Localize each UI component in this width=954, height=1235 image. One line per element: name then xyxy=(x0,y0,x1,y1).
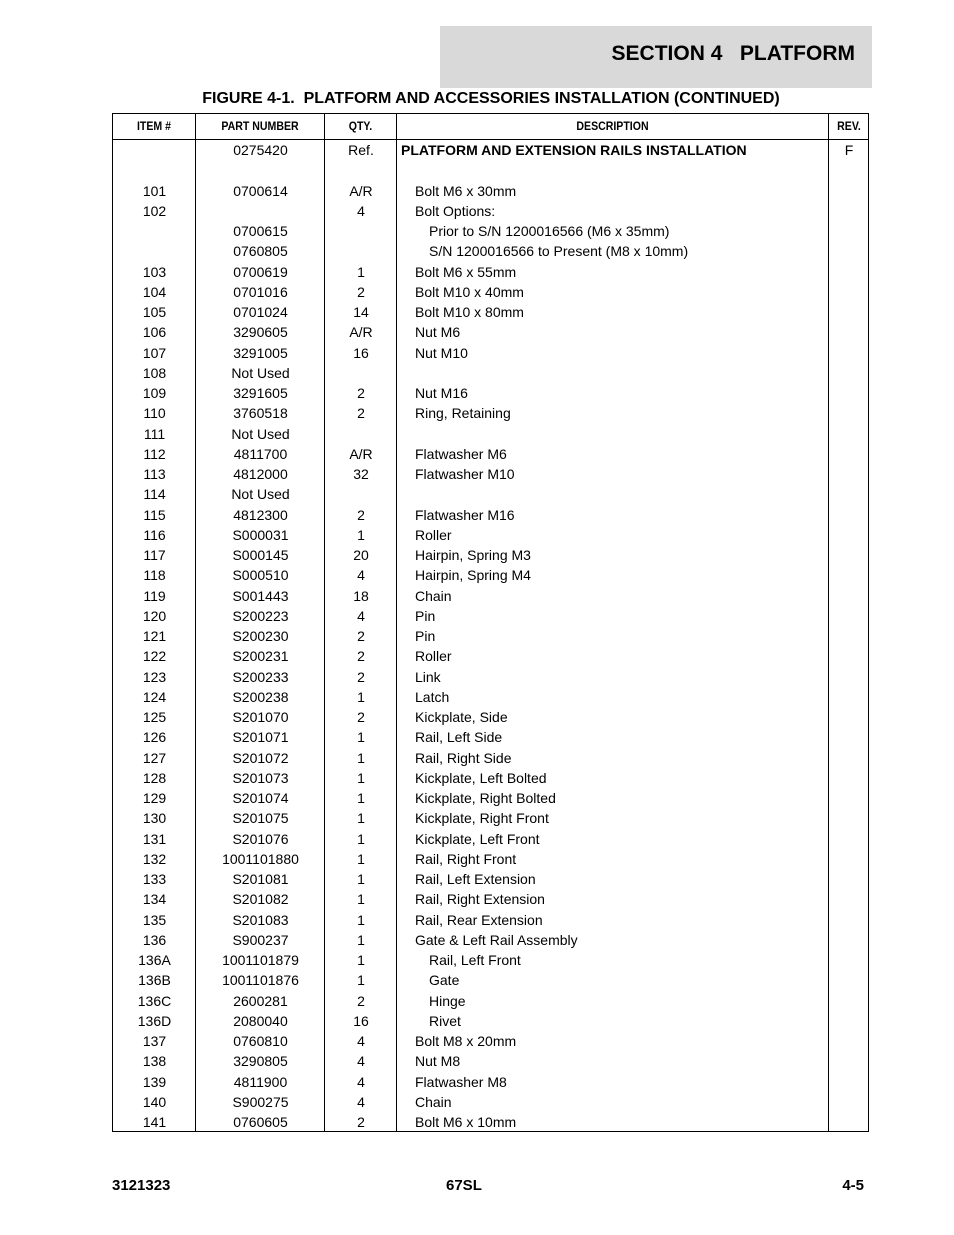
cell-part-number: 4812300 xyxy=(233,506,288,523)
cell-part-number: 3291005 xyxy=(233,344,288,361)
table-row xyxy=(113,464,868,484)
cell-item-number: 102 xyxy=(142,202,167,219)
cell-part-number: 0700614 xyxy=(233,182,288,199)
cell-qty: 4 xyxy=(357,1073,365,1090)
table-row xyxy=(113,849,868,869)
cell-item-number: 109 xyxy=(142,385,167,401)
cell-item-number: 139 xyxy=(142,1073,167,1090)
cell-description: Latch xyxy=(415,688,450,705)
cell-qty: 4 xyxy=(357,1093,365,1110)
cell-qty: 2 xyxy=(357,506,365,523)
table-row xyxy=(113,282,868,302)
cell-part-number: Not Used xyxy=(231,486,290,503)
cell-description: PLATFORM AND EXTENSION RAILS INSTALLATION xyxy=(401,142,747,158)
cell-qty: 1 xyxy=(357,526,365,543)
cell-description: Nut M10 xyxy=(415,344,468,361)
cell-description: Ring, Retaining xyxy=(415,405,511,422)
cell-item-number: 135 xyxy=(142,911,167,928)
cell-part-number: S201081 xyxy=(232,871,289,887)
cell-part-number: S900275 xyxy=(232,1093,289,1110)
cell-item-number: 115 xyxy=(143,506,166,523)
cell-item-number: 128 xyxy=(142,769,167,786)
table-row xyxy=(113,586,868,606)
cell-qty: 1 xyxy=(357,850,365,867)
cell-item-number: 108 xyxy=(142,364,167,381)
cell-item-number: 121 xyxy=(142,628,167,644)
cell-qty: 4 xyxy=(357,607,365,624)
cell-qty: 2 xyxy=(357,709,365,725)
section-header-box xyxy=(440,26,872,88)
cell-part-number: S200223 xyxy=(232,607,289,624)
cell-description: Rivet xyxy=(429,1012,461,1029)
cell-part-number: 4811900 xyxy=(233,1073,288,1090)
cell-part-number: 0760605 xyxy=(233,1114,288,1130)
table-row xyxy=(113,707,868,727)
cell-part-number: 0701016 xyxy=(233,283,288,300)
cell-qty: 2 xyxy=(357,628,365,644)
footer-page-number: 4-5 xyxy=(842,1177,864,1194)
cell-item-number: 125 xyxy=(142,709,167,725)
cell-description: Kickplate, Left Bolted xyxy=(415,769,547,786)
cell-description: Roller xyxy=(415,526,452,543)
table-row xyxy=(113,181,868,201)
cell-description: Hairpin, Spring M3 xyxy=(415,547,531,563)
col-header-part-number: PART NUMBER xyxy=(221,119,299,133)
cell-item-number: 141 xyxy=(142,1114,167,1130)
cell-part-number: S201083 xyxy=(232,911,289,928)
cell-description: Bolt M6 x 30mm xyxy=(415,182,517,199)
table-row xyxy=(113,950,868,970)
table-row xyxy=(113,565,868,585)
table-row xyxy=(113,262,868,282)
table-row xyxy=(113,626,868,646)
cell-qty: 1 xyxy=(357,931,365,948)
table-row xyxy=(113,991,868,1011)
cell-part-number: S000031 xyxy=(232,526,289,543)
cell-qty: 16 xyxy=(353,344,369,361)
cell-qty: 1 xyxy=(357,729,365,746)
cell-qty: A/R xyxy=(349,445,373,462)
cell-part-number: Not Used xyxy=(231,364,290,381)
cell-item-number: 120 xyxy=(142,607,167,624)
table-row xyxy=(113,930,868,950)
table-row xyxy=(113,727,868,747)
cell-description: Flatwasher M6 xyxy=(415,445,507,462)
cell-qty: 2 xyxy=(357,405,365,422)
cell-description: Kickplate, Right Bolted xyxy=(415,790,556,806)
table-row xyxy=(113,403,868,423)
table-row xyxy=(113,1092,868,1112)
cell-description: Flatwasher M8 xyxy=(415,1073,507,1090)
cell-part-number: 1001101880 xyxy=(222,850,299,867)
cell-description: Hairpin, Spring M4 xyxy=(415,567,531,584)
cell-description: Bolt M10 x 80mm xyxy=(415,304,524,320)
cell-item-number: 118 xyxy=(143,567,166,584)
cell-item-number: 110 xyxy=(143,405,166,422)
cell-item-number: 105 xyxy=(142,304,167,320)
table-row xyxy=(113,1011,868,1031)
cell-part-number: 0700615 xyxy=(233,223,288,239)
cell-qty: 1 xyxy=(357,972,365,989)
cell-qty: 4 xyxy=(357,1033,365,1049)
cell-description: Bolt M8 x 20mm xyxy=(415,1033,517,1049)
cell-description: Bolt M6 x 10mm xyxy=(415,1114,517,1130)
cell-item-number: 133 xyxy=(142,871,167,887)
cell-qty: 2 xyxy=(357,1114,365,1130)
cell-item-number: 106 xyxy=(142,324,167,341)
cell-part-number: 0701024 xyxy=(233,304,288,320)
cell-qty: 1 xyxy=(357,790,365,806)
cell-description: Gate & Left Rail Assembly xyxy=(415,931,578,948)
cell-qty: 4 xyxy=(357,1053,365,1070)
cell-qty: 16 xyxy=(353,1012,369,1029)
table-row xyxy=(113,1112,868,1132)
cell-qty: 20 xyxy=(353,547,369,563)
cell-description: Rail, Right Side xyxy=(415,749,512,766)
cell-part-number: 0275420 xyxy=(233,142,288,158)
cell-part-number: S200238 xyxy=(232,688,289,705)
cell-qty: 2 xyxy=(357,992,365,1009)
table-row xyxy=(113,1051,868,1071)
table-row xyxy=(113,444,868,464)
cell-qty: 2 xyxy=(357,385,365,401)
cell-description: Chain xyxy=(415,1093,452,1110)
table-row xyxy=(113,140,868,160)
parts-table xyxy=(112,113,869,1132)
table-row xyxy=(113,808,868,828)
table-row xyxy=(113,970,868,990)
figure-title: FIGURE 4-1. PLATFORM AND ACCESSORIES INSTALLATION (CONTINUED) xyxy=(202,90,780,107)
cell-item-number: 124 xyxy=(142,688,167,705)
cell-item-number: 136 xyxy=(142,931,167,948)
cell-item-number: 114 xyxy=(143,486,166,503)
table-row xyxy=(113,343,868,363)
footer-model: 67SL xyxy=(446,1177,482,1194)
cell-part-number: 2600281 xyxy=(233,992,288,1009)
cell-description: Rail, Right Front xyxy=(415,850,517,867)
cell-description: Nut M6 xyxy=(415,324,461,341)
cell-item-number: 111 xyxy=(143,425,166,442)
table-row xyxy=(113,363,868,383)
cell-description: Rail, Right Extension xyxy=(415,891,545,908)
cell-part-number: S000510 xyxy=(232,567,289,584)
table-row xyxy=(113,383,868,403)
cell-item-number: 127 xyxy=(142,749,167,766)
cell-item-number: 107 xyxy=(142,344,167,361)
cell-description: S/N 1200016566 to Present (M8 x 10mm) xyxy=(429,243,689,260)
table-row xyxy=(113,667,868,687)
cell-description: Pin xyxy=(415,628,436,644)
cell-item-number: 119 xyxy=(143,587,166,604)
cell-description: Bolt M10 x 40mm xyxy=(415,283,524,300)
cell-part-number: S201082 xyxy=(232,891,289,908)
cell-part-number: Not Used xyxy=(231,425,290,442)
table-row xyxy=(113,869,868,889)
cell-item-number: 103 xyxy=(142,263,167,280)
table-row xyxy=(113,302,868,322)
table-row xyxy=(113,768,868,788)
cell-qty: 1 xyxy=(357,688,365,705)
cell-item-number: 104 xyxy=(142,283,167,300)
table-row xyxy=(113,910,868,930)
table-row xyxy=(113,221,868,241)
cell-qty: 1 xyxy=(357,263,365,280)
table-row xyxy=(113,889,868,909)
cell-part-number: S200230 xyxy=(232,628,289,644)
cell-qty: 14 xyxy=(353,304,369,320)
table-row xyxy=(113,484,868,504)
table-row xyxy=(113,545,868,565)
cell-part-number: S201075 xyxy=(232,810,289,827)
cell-qty: 2 xyxy=(357,648,365,665)
cell-item-number: 130 xyxy=(142,810,167,827)
cell-item-number: 138 xyxy=(142,1053,167,1070)
cell-description: Pin xyxy=(415,607,436,624)
cell-qty: A/R xyxy=(349,182,373,199)
cell-description: Nut M8 xyxy=(415,1053,461,1070)
cell-qty: 1 xyxy=(357,891,365,908)
cell-qty: Ref. xyxy=(348,142,374,158)
cell-qty: 1 xyxy=(357,952,365,968)
cell-qty: 1 xyxy=(357,871,365,887)
cell-item-number: 101 xyxy=(142,182,167,199)
table-row xyxy=(113,525,868,545)
cell-description: Chain xyxy=(415,587,452,604)
cell-item-number: 122 xyxy=(142,648,167,665)
cell-part-number: 0700619 xyxy=(233,263,288,280)
cell-part-number: S201070 xyxy=(232,709,289,725)
cell-item-number: 140 xyxy=(142,1093,167,1110)
cell-description: Rail, Left Extension xyxy=(415,871,536,887)
cell-part-number: 1001101879 xyxy=(222,952,299,968)
cell-part-number: S200231 xyxy=(232,648,289,665)
table-row xyxy=(113,1031,868,1051)
cell-qty: 4 xyxy=(357,202,365,219)
cell-item-number: 132 xyxy=(142,850,167,867)
cell-item-number: 134 xyxy=(142,891,167,908)
cell-part-number: S201073 xyxy=(232,769,289,786)
cell-part-number: S201072 xyxy=(232,749,289,766)
table-row xyxy=(113,788,868,808)
cell-part-number: 0760810 xyxy=(233,1033,288,1049)
cell-description: Hinge xyxy=(429,992,466,1009)
cell-qty: 1 xyxy=(357,830,365,847)
cell-part-number: S201074 xyxy=(232,790,289,806)
cell-qty: 2 xyxy=(357,668,365,685)
cell-item-number: 136A xyxy=(138,952,171,968)
table-row xyxy=(113,687,868,707)
section-title: SECTION 4 PLATFORM xyxy=(611,42,855,65)
cell-item-number: 136B xyxy=(138,972,171,989)
cell-description: Rail, Rear Extension xyxy=(415,911,543,928)
table-row xyxy=(113,505,868,525)
cell-part-number: S000145 xyxy=(232,547,289,563)
cell-part-number: S201076 xyxy=(232,830,289,847)
col-header-item: ITEM # xyxy=(136,119,172,133)
cell-item-number: 112 xyxy=(143,445,166,462)
cell-description: Gate xyxy=(429,972,460,989)
cell-part-number: 4812000 xyxy=(233,466,288,482)
table-row xyxy=(113,646,868,666)
cell-qty: A/R xyxy=(349,324,373,341)
cell-description: Rail, Left Front xyxy=(429,952,521,968)
cell-qty: 18 xyxy=(353,587,369,604)
cell-item-number: 129 xyxy=(142,790,167,806)
cell-part-number: S001443 xyxy=(232,587,289,604)
cell-part-number: S900237 xyxy=(232,931,289,948)
cell-description: Flatwasher M10 xyxy=(415,466,515,482)
cell-part-number: 0760805 xyxy=(233,243,288,260)
cell-part-number: 4811700 xyxy=(233,445,288,462)
cell-part-number: 1001101876 xyxy=(222,972,299,989)
cell-description: Flatwasher M16 xyxy=(415,506,515,523)
cell-qty: 1 xyxy=(357,769,365,786)
cell-item-number: 131 xyxy=(142,830,167,847)
cell-item-number: 123 xyxy=(142,668,167,685)
table-row xyxy=(113,1072,868,1092)
cell-item-number: 136D xyxy=(137,1012,172,1029)
col-header-description: DESCRIPTION xyxy=(576,119,649,133)
cell-description: Nut M16 xyxy=(415,385,468,401)
footer-doc-number: 3121323 xyxy=(112,1177,171,1194)
cell-item-number: 137 xyxy=(142,1033,167,1049)
cell-item-number: 116 xyxy=(143,526,166,543)
cell-description: Kickplate, Right Front xyxy=(415,810,549,827)
cell-description: Rail, Left Side xyxy=(415,729,503,746)
cell-qty: 1 xyxy=(357,749,365,766)
cell-part-number: 3291605 xyxy=(233,385,288,401)
cell-part-number: S201071 xyxy=(232,729,289,746)
col-header-rev: REV. xyxy=(837,119,861,133)
cell-description: Bolt Options: xyxy=(415,202,496,219)
cell-qty: 4 xyxy=(357,567,365,584)
cell-description: Prior to S/N 1200016566 (M6 x 35mm) xyxy=(429,223,670,239)
cell-item-number: 113 xyxy=(143,466,166,482)
cell-part-number: 3290805 xyxy=(233,1053,288,1070)
table-row xyxy=(113,748,868,768)
cell-qty: 1 xyxy=(357,911,365,928)
cell-qty: 32 xyxy=(353,466,369,482)
cell-description: Kickplate, Left Front xyxy=(415,830,540,847)
cell-rev: F xyxy=(844,142,854,158)
cell-part-number: 2080040 xyxy=(233,1012,288,1029)
table-row xyxy=(113,829,868,849)
cell-description: Bolt M6 x 55mm xyxy=(415,263,517,280)
cell-description: Kickplate, Side xyxy=(415,709,508,725)
cell-item-number: 126 xyxy=(142,729,167,746)
cell-qty: 1 xyxy=(357,810,365,827)
table-row xyxy=(113,606,868,626)
table-row xyxy=(113,201,868,221)
cell-description: Roller xyxy=(415,648,452,665)
cell-item-number: 136C xyxy=(137,992,172,1009)
cell-qty: 2 xyxy=(357,283,365,300)
cell-item-number: 117 xyxy=(143,547,166,563)
col-header-qty: QTY. xyxy=(348,119,373,133)
cell-part-number: S200233 xyxy=(232,668,289,685)
table-row xyxy=(113,424,868,444)
cell-description: Link xyxy=(415,668,441,685)
table-row xyxy=(113,322,868,342)
table-row xyxy=(113,241,868,261)
cell-part-number: 3760518 xyxy=(233,405,288,422)
cell-part-number: 3290605 xyxy=(233,324,288,341)
